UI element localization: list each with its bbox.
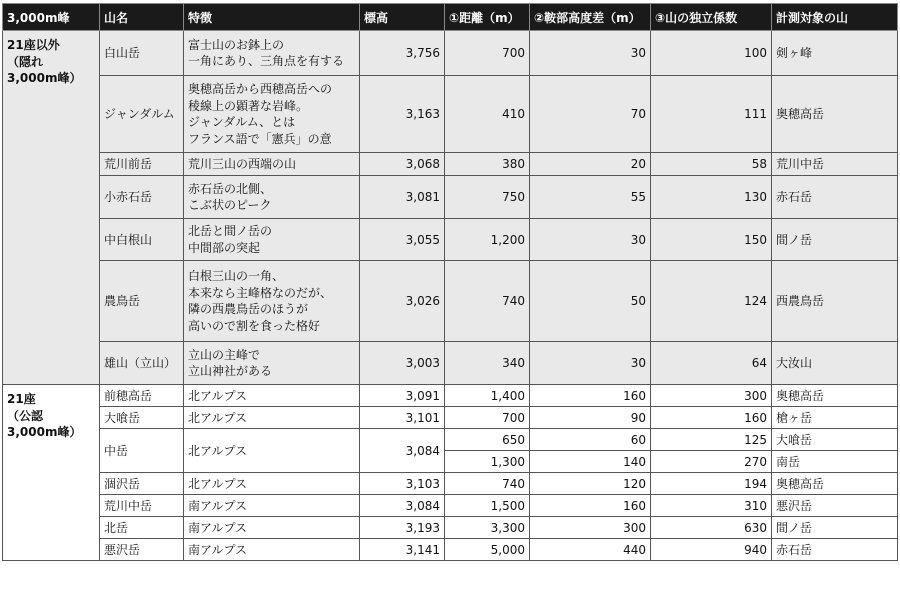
target-cell: 赤石岳 <box>772 176 898 219</box>
feature-cell: 奥穂高岳から西穂高岳への 稜線上の顕著な岩峰。 ジャンダルム、とは フランス語で「憲兵」の意 <box>184 76 360 153</box>
elevation-cell: 3,101 <box>360 407 445 429</box>
target-cell: 荒川中岳 <box>772 153 898 176</box>
target-cell: 奥穂高岳 <box>772 473 898 495</box>
saddle-cell: 90 <box>530 407 651 429</box>
target-cell: 剣ヶ峰 <box>772 31 898 76</box>
mountain-name: 前穂高岳 <box>100 385 184 407</box>
group-label: 21座以外 （隠れ 3,000m峰） <box>3 31 100 385</box>
feature-cell: 北アルプス <box>184 385 360 407</box>
target-cell: 西農鳥岳 <box>772 261 898 342</box>
distance-cell: 750 <box>445 176 530 219</box>
header-cell: ③山の独立係数 <box>651 4 772 31</box>
table-row <box>3 219 898 261</box>
saddle-cell: 140 <box>530 451 651 473</box>
saddle-cell: 70 <box>530 76 651 153</box>
saddle-cell: 120 <box>530 473 651 495</box>
coefficient-cell: 130 <box>651 176 772 219</box>
target-cell: 奥穂高岳 <box>772 76 898 153</box>
saddle-cell: 30 <box>530 342 651 385</box>
table-row <box>3 342 898 385</box>
mountain-name: 小赤石岳 <box>100 176 184 219</box>
distance-cell: 650 <box>445 429 530 451</box>
coefficient-cell: 150 <box>651 219 772 261</box>
table-row <box>3 76 898 153</box>
feature-cell: 白根三山の一角、 本来なら主峰格なのだが、 隣の西農鳥岳のほうが 高いので割を食った格好 <box>184 261 360 342</box>
mountain-name: 中白根山 <box>100 219 184 261</box>
coefficient-cell: 630 <box>651 517 772 539</box>
elevation-cell: 3,026 <box>360 261 445 342</box>
header-cell: 標高 <box>360 4 445 31</box>
distance-cell: 1,500 <box>445 495 530 517</box>
feature-cell: 南アルプス <box>184 517 360 539</box>
elevation-cell: 3,193 <box>360 517 445 539</box>
mountain-name: ジャンダルム <box>100 76 184 153</box>
feature-cell: 北アルプス <box>184 429 360 473</box>
table-row <box>3 176 898 219</box>
coefficient-cell: 940 <box>651 539 772 561</box>
table-row <box>3 539 898 561</box>
table-row <box>3 495 898 517</box>
header-cell: 特徴 <box>184 4 360 31</box>
elevation-cell: 3,081 <box>360 176 445 219</box>
saddle-cell: 60 <box>530 429 651 451</box>
feature-cell: 南アルプス <box>184 539 360 561</box>
saddle-cell: 30 <box>530 219 651 261</box>
table-row <box>3 517 898 539</box>
mountain-name: 涸沢岳 <box>100 473 184 495</box>
mountain-name: 大喰岳 <box>100 407 184 429</box>
elevation-cell: 3,756 <box>360 31 445 76</box>
elevation-cell: 3,163 <box>360 76 445 153</box>
table-row <box>3 153 898 176</box>
coefficient-cell: 58 <box>651 153 772 176</box>
group-label: 21座 （公認 3,000m峰） <box>3 385 100 561</box>
distance-cell: 380 <box>445 153 530 176</box>
table-row <box>3 429 898 451</box>
target-cell: 大汝山 <box>772 342 898 385</box>
mountain-name: 荒川前岳 <box>100 153 184 176</box>
saddle-cell: 30 <box>530 31 651 76</box>
target-cell: 赤石岳 <box>772 539 898 561</box>
target-cell: 槍ヶ岳 <box>772 407 898 429</box>
feature-cell: 北アルプス <box>184 407 360 429</box>
distance-cell: 740 <box>445 261 530 342</box>
feature-cell: 富士山のお鉢上の 一角にあり、三角点を有する <box>184 31 360 76</box>
elevation-cell: 3,003 <box>360 342 445 385</box>
target-cell: 間ノ岳 <box>772 219 898 261</box>
saddle-cell: 20 <box>530 153 651 176</box>
distance-cell: 1,400 <box>445 385 530 407</box>
elevation-cell: 3,055 <box>360 219 445 261</box>
elevation-cell: 3,068 <box>360 153 445 176</box>
header-cell: ②鞍部高度差（m） <box>530 4 651 31</box>
table-row <box>3 31 898 76</box>
feature-cell: 北岳と間ノ岳の 中間部の突起 <box>184 219 360 261</box>
target-cell: 南岳 <box>772 451 898 473</box>
mountain-name: 荒川中岳 <box>100 495 184 517</box>
mountain-name: 雄山（立山） <box>100 342 184 385</box>
coefficient-cell: 160 <box>651 407 772 429</box>
mountain-name: 白山岳 <box>100 31 184 76</box>
header-cell: 計測対象の山 <box>772 4 898 31</box>
target-cell: 奥穂高岳 <box>772 385 898 407</box>
coefficient-cell: 124 <box>651 261 772 342</box>
coefficient-cell: 310 <box>651 495 772 517</box>
distance-cell: 740 <box>445 473 530 495</box>
coefficient-cell: 270 <box>651 451 772 473</box>
target-cell: 大喰岳 <box>772 429 898 451</box>
table-row <box>3 473 898 495</box>
distance-cell: 410 <box>445 76 530 153</box>
saddle-cell: 55 <box>530 176 651 219</box>
feature-cell: 南アルプス <box>184 495 360 517</box>
header-cell: 山名 <box>100 4 184 31</box>
distance-cell: 340 <box>445 342 530 385</box>
distance-cell: 1,300 <box>445 451 530 473</box>
coefficient-cell: 300 <box>651 385 772 407</box>
header-cell: 3,000m峰 <box>3 4 100 31</box>
saddle-cell: 160 <box>530 495 651 517</box>
header-row <box>3 4 898 31</box>
distance-cell: 700 <box>445 407 530 429</box>
elevation-cell: 3,084 <box>360 495 445 517</box>
saddle-cell: 300 <box>530 517 651 539</box>
table-row <box>3 385 898 407</box>
target-cell: 悪沢岳 <box>772 495 898 517</box>
elevation-cell: 3,084 <box>360 429 445 473</box>
elevation-cell: 3,103 <box>360 473 445 495</box>
distance-cell: 5,000 <box>445 539 530 561</box>
elevation-cell: 3,091 <box>360 385 445 407</box>
table-row <box>3 407 898 429</box>
feature-cell: 立山の主峰で 立山神社がある <box>184 342 360 385</box>
saddle-cell: 160 <box>530 385 651 407</box>
coefficient-cell: 100 <box>651 31 772 76</box>
mountain-name: 中岳 <box>100 429 184 473</box>
coefficient-cell: 125 <box>651 429 772 451</box>
coefficient-cell: 64 <box>651 342 772 385</box>
feature-cell: 北アルプス <box>184 473 360 495</box>
header-cell: ①距離（m） <box>445 4 530 31</box>
table-row <box>3 261 898 342</box>
distance-cell: 3,300 <box>445 517 530 539</box>
mountain-name: 悪沢岳 <box>100 539 184 561</box>
saddle-cell: 440 <box>530 539 651 561</box>
saddle-cell: 50 <box>530 261 651 342</box>
coefficient-cell: 194 <box>651 473 772 495</box>
distance-cell: 1,200 <box>445 219 530 261</box>
distance-cell: 700 <box>445 31 530 76</box>
elevation-cell: 3,141 <box>360 539 445 561</box>
coefficient-cell: 111 <box>651 76 772 153</box>
mountain-name: 農鳥岳 <box>100 261 184 342</box>
feature-cell: 荒川三山の西端の山 <box>184 153 360 176</box>
mountain-name: 北岳 <box>100 517 184 539</box>
target-cell: 間ノ岳 <box>772 517 898 539</box>
feature-cell: 赤石岳の北側、 こぶ状のピーク <box>184 176 360 219</box>
mountain-table <box>2 3 898 561</box>
